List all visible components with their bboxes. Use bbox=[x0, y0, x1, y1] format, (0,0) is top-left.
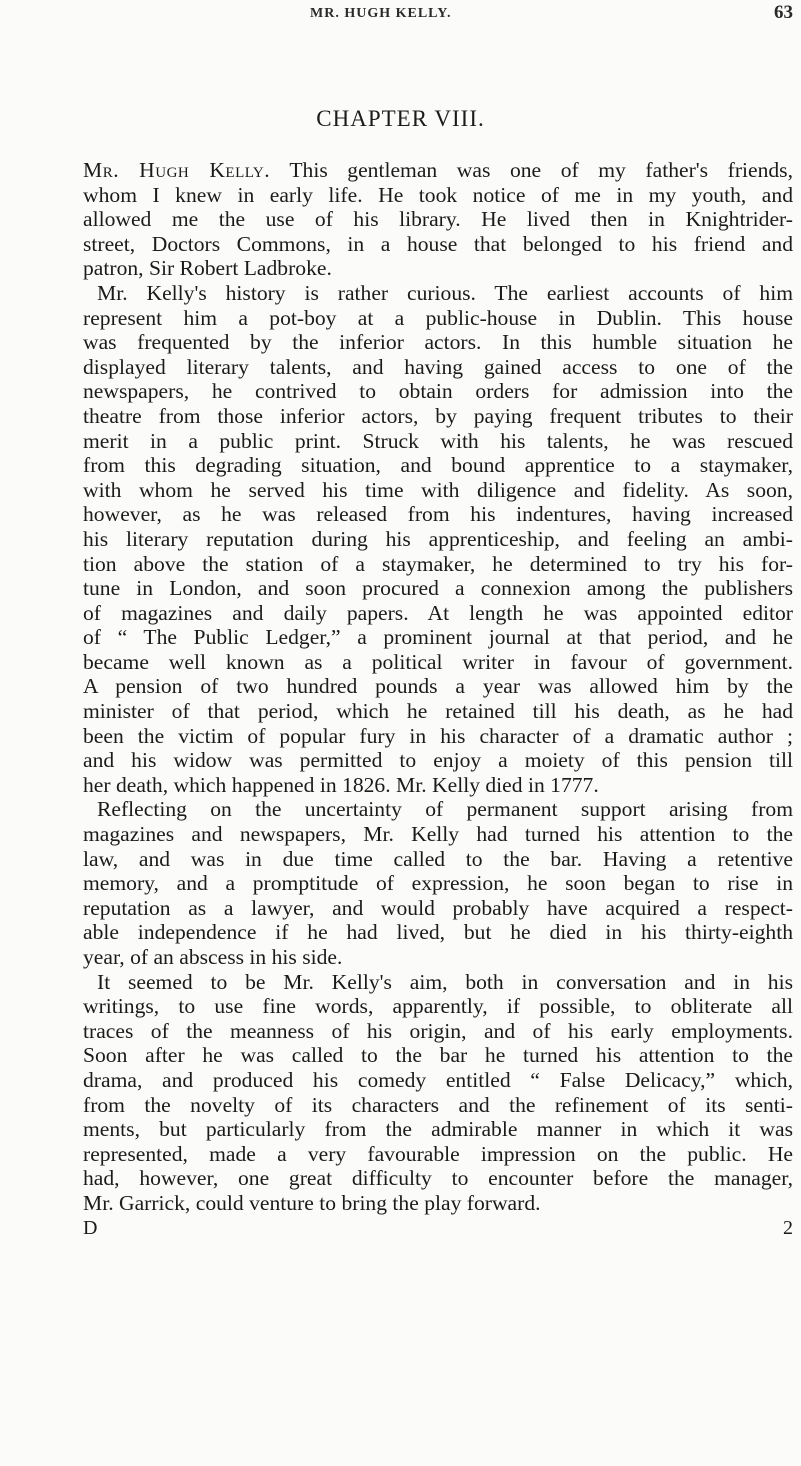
text-line bbox=[83, 355, 793, 380]
text-line-content: Reflecting on the uncertainty of permanent support arising from bbox=[97, 797, 793, 822]
text-line-content: merit in a public print. Struck with his talents, he was rescued bbox=[83, 428, 793, 453]
text-line bbox=[83, 945, 793, 970]
text-line-content: became well known as a political writer in favour of government. bbox=[83, 649, 793, 674]
text-line-content: magazines and newspapers, Mr. Kelly had turned his attention to the bbox=[83, 822, 793, 847]
text-line-content: of “ The Public Ledger,” a prominent journal at that period, and he bbox=[83, 625, 793, 650]
page-number: 63 bbox=[774, 2, 793, 23]
text-line-content: Soon after he was called to the bar he turned his attention to the bbox=[83, 1043, 793, 1068]
text-line-content: law, and was in due time called to the bar. Having a retentive bbox=[83, 846, 793, 871]
text-line-content: newspapers, he contrived to obtain orders for admission into the bbox=[83, 379, 793, 404]
text-line bbox=[83, 158, 793, 183]
text-line bbox=[83, 625, 793, 650]
text-line-content: It seemed to be Mr. Kelly's aim, both in conversation and in his bbox=[97, 969, 793, 994]
text-line bbox=[83, 552, 793, 577]
text-line-content: patron, Sir Robert Ladbroke. bbox=[83, 256, 332, 281]
text-line-content: from this degrading situation, and bound apprentice to a staymaker, bbox=[83, 453, 793, 478]
text-line-content: displayed literary talents, and having gained access to one of the bbox=[83, 354, 793, 379]
text-line bbox=[83, 232, 793, 257]
text-line bbox=[83, 306, 793, 331]
text-line bbox=[83, 1142, 793, 1167]
text-line-content: memory, and a promptitude of expression, he soon began to rise in bbox=[83, 871, 793, 896]
text-line bbox=[83, 1043, 793, 1068]
text-line-content: writings, to use fine words, apparently, if possible, to obliterate all bbox=[83, 994, 793, 1019]
text-line bbox=[83, 527, 793, 552]
text-line bbox=[83, 183, 793, 208]
text-line bbox=[83, 920, 793, 945]
text-line-content: however, as he was released from his indentures, having increased bbox=[83, 502, 793, 527]
text-line-content: able independence if he had lived, but he died in his thirty-eighth bbox=[83, 920, 793, 945]
text-line-content: year, of an abscess in his side. bbox=[83, 945, 343, 969]
text-line-content: tion above the station of a staymaker, he determined to try his for- bbox=[83, 551, 793, 576]
text-line-content: allowed me the use of his library. He lived then in Knightrider- bbox=[83, 207, 793, 232]
text-line bbox=[83, 1068, 793, 1093]
text-line-content: been the victim of popular fury in his character of a dramatic author ; bbox=[83, 723, 793, 748]
text-line bbox=[83, 330, 793, 355]
text-line bbox=[83, 724, 793, 749]
text-line-content: had, however, one great difficulty to encounter before the manager, bbox=[83, 1166, 793, 1191]
text-line-content: his literary reputation during his apprenticeship, and feeling an ambi- bbox=[83, 526, 793, 551]
text-line bbox=[83, 1166, 793, 1191]
text-line-content: was frequented by the inferior actors. In this humble situation he bbox=[83, 330, 793, 355]
text-line bbox=[83, 970, 793, 995]
text-line-content: represent him a pot-boy at a public-house in Dublin. This house bbox=[83, 305, 793, 330]
text-line bbox=[83, 994, 793, 1019]
text-line bbox=[83, 773, 793, 798]
text-line-content: ments, but particularly from the admirable manner in which it was bbox=[83, 1117, 793, 1142]
text-line bbox=[83, 674, 793, 699]
text-line-content: of magazines and daily papers. At length he was appointed editor bbox=[83, 600, 793, 625]
text-line bbox=[83, 453, 793, 478]
text-line bbox=[83, 404, 793, 429]
text-line bbox=[83, 429, 793, 454]
text-line-content: A pension of two hundred pounds a year was allowed him by the bbox=[83, 674, 793, 699]
chapter-title: CHAPTER VIII. bbox=[316, 106, 485, 131]
text-line-content: drama, and produced his comedy entitled “ False Delicacy,” which, bbox=[83, 1067, 793, 1092]
text-line bbox=[83, 847, 793, 872]
text-line bbox=[83, 797, 793, 822]
signature-mark: D 2 bbox=[83, 1216, 793, 1239]
text-line-content: minister of that period, which he retained till his death, as he had bbox=[83, 699, 793, 724]
text-line-content: Mr. Kelly's history is rather curious. The earliest accounts of him bbox=[97, 280, 793, 305]
text-line bbox=[83, 1093, 793, 1118]
text-line-content: Mr. Garrick, could venture to bring the play forward. bbox=[83, 1190, 541, 1215]
text-line bbox=[83, 748, 793, 773]
text-line bbox=[83, 822, 793, 847]
text-line bbox=[83, 576, 793, 601]
text-line bbox=[83, 601, 793, 626]
text-line-content: whom I knew in early life. He took notice of me in my youth, and bbox=[83, 182, 793, 207]
text-line-content: her death, which happened in 1826. Mr. Kelly died in 1777. bbox=[83, 772, 599, 797]
text-line bbox=[83, 379, 793, 404]
text-line bbox=[83, 281, 793, 306]
text-line-content: and his widow was permitted to enjoy a moiety of this pension till bbox=[83, 748, 793, 773]
text-line-content: This gentleman was one of my father's friends, bbox=[270, 158, 793, 182]
running-head: MR. HUGH KELLY. bbox=[310, 6, 452, 21]
text-line-content: street, Doctors Commons, in a house that belonged to his friend and bbox=[83, 231, 793, 256]
text-line-content: traces of the meanness of his origin, and of his early employments. bbox=[83, 1018, 793, 1043]
text-line bbox=[83, 871, 793, 896]
text-line-content: tune in London, and soon procured a connexion among the publishers bbox=[83, 576, 793, 601]
text-line bbox=[83, 478, 793, 503]
text-line bbox=[83, 1019, 793, 1044]
text-line-content: with whom he served his time with diligence and fidelity. As soon, bbox=[83, 477, 793, 502]
text-line bbox=[83, 650, 793, 675]
chapter-body-text bbox=[83, 158, 793, 1240]
text-line bbox=[83, 699, 793, 724]
text-line-content: theatre from those inferior actors, by paying frequent tributes to their bbox=[83, 403, 793, 428]
lead-name: Mr. Hugh Kelly. bbox=[83, 158, 271, 182]
text-line bbox=[83, 207, 793, 232]
text-line bbox=[83, 256, 793, 281]
text-line-content: represented, made a very favourable impression on the public. He bbox=[83, 1141, 793, 1166]
text-line-content: from the novelty of its characters and the refinement of its senti- bbox=[83, 1092, 793, 1117]
text-line bbox=[83, 502, 793, 527]
text-line bbox=[83, 1191, 793, 1216]
text-line bbox=[83, 896, 793, 921]
text-line-content: reputation as a lawyer, and would probably have acquired a respect- bbox=[83, 895, 793, 920]
text-line bbox=[83, 1117, 793, 1142]
